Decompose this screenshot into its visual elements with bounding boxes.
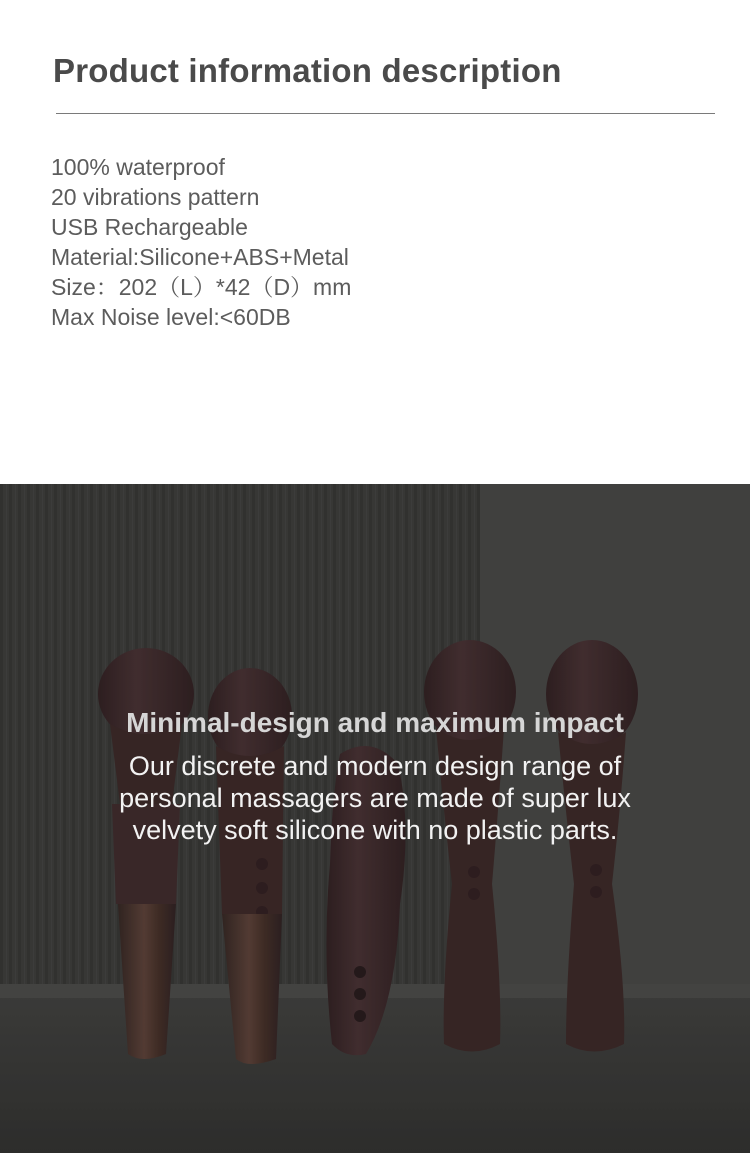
banner-description-line-2: personal massagers are made of super lux bbox=[119, 783, 631, 813]
title-divider bbox=[56, 113, 715, 114]
banner-headline: Minimal-design and maximum impact bbox=[126, 707, 624, 738]
banner-text bbox=[0, 706, 750, 846]
spec-list bbox=[51, 152, 351, 332]
spec-charging: USB Rechargeable bbox=[51, 214, 248, 240]
product-info-section bbox=[0, 0, 750, 484]
banner-description-line-3: velvety soft silicone with no plastic parts. bbox=[132, 815, 618, 845]
banner-description bbox=[75, 750, 675, 846]
product-photo-banner bbox=[0, 484, 750, 1153]
spec-size: Size：202（L）*42（D）mm bbox=[51, 274, 352, 300]
spec-waterproof: 100% waterproof bbox=[51, 154, 225, 180]
spec-vibrations: 20 vibrations pattern bbox=[51, 184, 260, 210]
spec-material: Material:Silicone+ABS+Metal bbox=[51, 244, 349, 270]
spec-noise: Max Noise level:<60DB bbox=[51, 304, 291, 330]
banner-description-line-1: Our discrete and modern design range of bbox=[128, 751, 622, 781]
page-title: Product information description bbox=[53, 52, 562, 89]
